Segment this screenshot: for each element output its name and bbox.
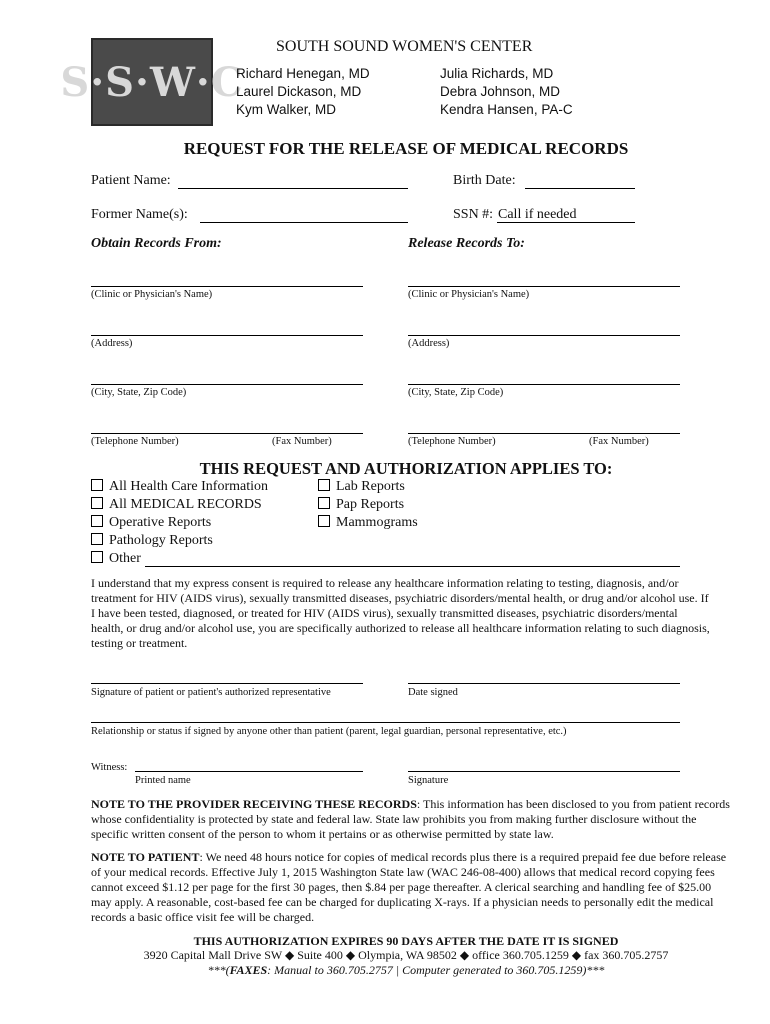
option-label: Pathology Reports	[109, 533, 213, 548]
printed-name-caption: Printed name	[135, 775, 191, 786]
release-city-caption: (City, State, Zip Code)	[408, 387, 504, 398]
footer-address: 3920 Capital Mall Drive SW ◆ Suite 400 ◆ Olympia, WA 98502 ◆ office 360.705.1259 ◆ fax 360.705.2757	[143, 948, 669, 962]
provider: Debra Johnson, MD	[440, 84, 561, 99]
checkbox[interactable]	[91, 551, 103, 563]
checkbox[interactable]	[91, 533, 103, 545]
obtain-heading: Obtain Records From:	[91, 236, 222, 251]
ssn-value: Call if needed	[498, 207, 577, 222]
checkbox[interactable]	[318, 479, 330, 491]
provider: Julia Richards, MD	[440, 66, 554, 81]
option-label: Other	[109, 551, 141, 566]
obtain-clinic-caption: (Clinic or Physician's Name)	[91, 289, 213, 300]
release-phone-caption: (Telephone Number)	[408, 436, 496, 447]
org-name: SOUTH SOUND WOMEN'S CENTER	[276, 38, 533, 55]
release-clinic-field[interactable]	[408, 286, 680, 287]
release-address-field[interactable]	[408, 335, 680, 336]
obtain-city-caption: (City, State, Zip Code)	[91, 387, 187, 398]
applies-heading: THIS REQUEST AND AUTHORIZATION APPLIES TO:	[199, 459, 613, 478]
fax-info	[0, 963, 770, 978]
option-label: Lab Reports	[336, 479, 405, 494]
release-heading: Release Records To:	[408, 236, 525, 251]
note-to-provider	[91, 797, 731, 842]
birth-date-label: Birth Date:	[453, 173, 516, 188]
checkbox[interactable]	[318, 515, 330, 527]
ssn-label: SSN #:	[453, 207, 494, 222]
option-label: All MEDICAL RECORDS	[109, 497, 262, 512]
option-all-medical-records[interactable]	[91, 497, 262, 513]
logo-text: S·S·W·C	[60, 58, 244, 106]
note-to-patient	[91, 850, 731, 925]
ssn-field[interactable]	[497, 222, 635, 223]
providers-right	[440, 65, 573, 119]
option-label: All Health Care Information	[109, 479, 269, 494]
option-all-health-care[interactable]	[91, 479, 268, 495]
provider: Richard Henegan, MD	[236, 66, 370, 81]
option-label: Operative Reports	[109, 515, 212, 530]
obtain-address-field[interactable]	[91, 335, 363, 336]
option-pap-reports[interactable]	[318, 497, 404, 513]
obtain-phone-caption: (Telephone Number)	[91, 436, 179, 447]
provider: Kendra Hansen, PA-C	[440, 102, 573, 117]
birth-date-field[interactable]	[525, 188, 635, 189]
other-field[interactable]	[145, 566, 680, 567]
witness-label: Witness:	[91, 762, 128, 773]
obtain-phone-field[interactable]	[91, 433, 363, 434]
checkbox[interactable]	[91, 497, 103, 509]
relationship-caption: Relationship or status if signed by anyone other than patient (parent, legal guardian, personal representative, etc.)	[91, 726, 567, 737]
obtain-fax-caption: (Fax Number)	[272, 436, 332, 447]
note-patient-text: : We need 48 hours notice for copies of medical records plus there is a required prepaid fee due before release of your medical records. Effective July 1, 2015 Washington State law (WAC 246-08-400) allows that medical record copying fees cannot exceed $1.12 per page for the first 30 pages, then $.84 per page thereafter. A clerical searching and handling fee of $25.00 may apply. A reasonable, cost-based fee can be charged for duplicating X-rays. If a physician needs to personally edit the medical records a basic office visit fee will be charged.	[91, 850, 727, 924]
form-title: REQUEST FOR THE RELEASE OF MEDICAL RECORDS	[183, 139, 629, 158]
obtain-address-caption: (Address)	[91, 338, 133, 349]
note-patient-lead: NOTE TO PATIENT	[91, 850, 200, 864]
option-label: Pap Reports	[336, 497, 405, 512]
release-phone-field[interactable]	[408, 433, 680, 434]
signature-caption: Signature of patient or patient's authorized representative	[91, 687, 331, 698]
former-name-label: Former Name(s):	[91, 207, 188, 222]
fax-prefix: ***(	[207, 963, 230, 977]
option-label: Mammograms	[336, 515, 418, 530]
option-operative-reports[interactable]	[91, 515, 211, 531]
option-lab-reports[interactable]	[318, 479, 405, 495]
option-other[interactable]	[91, 551, 141, 567]
checkbox[interactable]	[318, 497, 330, 509]
relationship-field[interactable]	[91, 722, 680, 723]
witness-printed-field[interactable]	[135, 771, 363, 772]
fax-text: : Manual to 360.705.2757 | Computer generated to 360.705.1259)***	[267, 963, 605, 977]
consent-text: I understand that my express consent is required to release any healthcare information relating to testing, diagnosis, and/or treatment for HIV (AIDS virus), sexually transmitted diseases, psychiatric disorders/mental health, or drug and/or alcohol use. If I have been tested, diagnosed, or treated for HIV (AIDS virus), sexually transmitted diseases, psychiatric disorders/mental health, or drug and/or alcohol use, you are specifically authorized to release all healthcare information relating to such diagnosis, testing or treatment.	[91, 576, 710, 650]
expires-notice: THIS AUTHORIZATION EXPIRES 90 DAYS AFTER THE DATE IT IS SIGNED	[193, 934, 619, 948]
provider: Kym Walker, MD	[236, 102, 337, 117]
release-fax-caption: (Fax Number)	[589, 436, 649, 447]
sswc-logo	[60, 38, 244, 126]
patient-name-label: Patient Name:	[91, 173, 171, 188]
patient-signature-field[interactable]	[91, 683, 363, 684]
option-mammograms[interactable]	[318, 515, 418, 531]
provider: Laurel Dickason, MD	[236, 84, 362, 99]
checkbox[interactable]	[91, 515, 103, 527]
date-signed-field[interactable]	[408, 683, 680, 684]
providers-left	[236, 65, 370, 119]
witness-signature-caption: Signature	[408, 775, 449, 786]
obtain-city-field[interactable]	[91, 384, 363, 385]
witness-signature-field[interactable]	[408, 771, 680, 772]
checkbox[interactable]	[91, 479, 103, 491]
option-pathology-reports[interactable]	[91, 533, 213, 549]
note-provider-lead: NOTE TO THE PROVIDER RECEIVING THESE RECORDS	[91, 797, 417, 811]
former-name-field[interactable]	[200, 222, 408, 223]
obtain-clinic-field[interactable]	[91, 286, 363, 287]
release-clinic-caption: (Clinic or Physician's Name)	[408, 289, 530, 300]
patient-name-field[interactable]	[178, 188, 408, 189]
release-address-caption: (Address)	[408, 338, 450, 349]
date-signed-caption: Date signed	[408, 687, 458, 698]
fax-label: FAXES	[229, 963, 268, 977]
note-provider-text: : This information has been disclosed to you from patient records whose confidentiality is protected by state and federal law. State law prohibits you from making further disclosure without the specific written consent of the person to whom it pertains or as otherwise permitted by state law.	[91, 797, 730, 841]
release-city-field[interactable]	[408, 384, 680, 385]
